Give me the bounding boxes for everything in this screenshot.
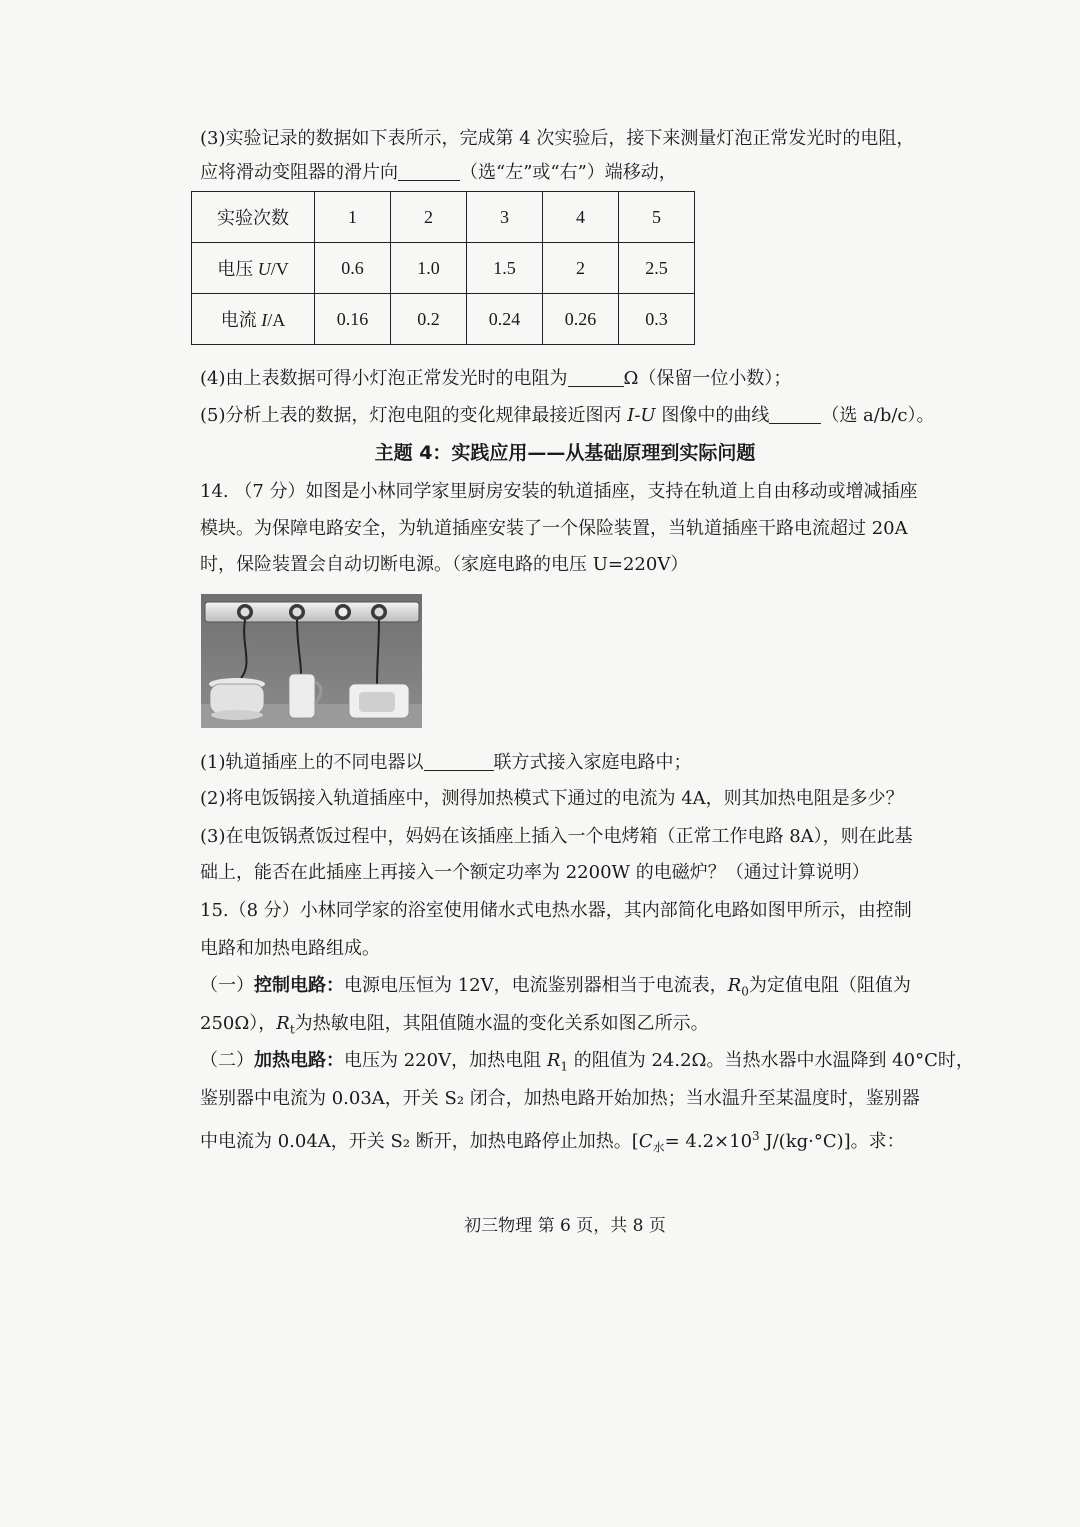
heating-text-d: = 4.2×10 bbox=[664, 1131, 753, 1152]
current-label: 电流 bbox=[220, 310, 257, 330]
rt-symbol: R bbox=[276, 1013, 290, 1034]
control-text-d: 为热敏电阻，其阻值随水温的变化关系如图乙所示。 bbox=[294, 1013, 709, 1034]
heating-text-e: J/(kg·°C)]。求： bbox=[759, 1131, 905, 1152]
q13-part5-text-a: (5)分析上表的数据，灯泡电阻的变化规律最接近图丙 bbox=[200, 405, 628, 426]
table-cell: 1.0 bbox=[391, 243, 467, 294]
r1-subscript: 1 bbox=[560, 1059, 569, 1074]
experiment-data-table bbox=[191, 191, 695, 345]
control-text-a: 电源电压恒为 12V，电流鉴别器相当于电流表， bbox=[344, 975, 728, 996]
voltage-label: 电压 bbox=[217, 259, 254, 279]
q15-heating-line3 bbox=[200, 1123, 920, 1161]
heating-text-c: 中电流为 0.04A，开关 S₂ 断开，加热电路停止加热。[ bbox=[200, 1131, 639, 1152]
q13-part3-line2 bbox=[200, 160, 920, 186]
q13-part3-text-a: 应将滑动变阻器的滑片向 bbox=[200, 162, 398, 183]
track-socket-photo bbox=[201, 594, 422, 728]
c-subscript: 水 bbox=[652, 1140, 665, 1155]
row-label-voltage bbox=[192, 243, 315, 294]
table-cell: 4 bbox=[543, 192, 619, 243]
control-prefix: （一） bbox=[200, 975, 254, 996]
answer-blank bbox=[769, 405, 821, 424]
table-cell: 0.26 bbox=[543, 294, 619, 345]
q15-heating-line1 bbox=[200, 1048, 974, 1080]
table-cell: 0.2 bbox=[391, 294, 467, 345]
table-cell: 2 bbox=[543, 243, 619, 294]
q14-sub1-text-b: 联方式接入家庭电路中； bbox=[493, 752, 692, 773]
q14-sub1-text-a: (1)轨道插座上的不同电器以 bbox=[200, 752, 424, 773]
exponent: 3 bbox=[752, 1129, 760, 1143]
table-cell: 1 bbox=[315, 192, 391, 243]
q14-sub3-line1: (3)在电饭锅煮饭过程中，妈妈在该插座上插入一个电烤箱（正常工作电路 8A），则在此基 bbox=[200, 826, 913, 847]
q14-line2: 模块。为保障电路安全，为轨道插座安装了一个保险装置，当轨道插座干路电流超过 20A bbox=[200, 518, 908, 539]
q14-line1: 14. （7 分）如图是小林同学家里厨房安装的轨道插座，支持在轨道上自由移动或增减插座 bbox=[200, 481, 918, 502]
table-cell: 0.6 bbox=[315, 243, 391, 294]
q15-line2: 电路和加热电路组成。 bbox=[200, 938, 380, 959]
q14-sub1 bbox=[200, 750, 920, 776]
q13-part3-line1: (3)实验记录的数据如下表所示，完成第 4 次实验后，接下来测量灯泡正常发光时的电阻， bbox=[200, 128, 915, 149]
heating-prefix: （二） bbox=[200, 1050, 254, 1071]
q15-control-line1 bbox=[200, 973, 920, 1005]
r0-subscript: 0 bbox=[741, 984, 749, 999]
q14-line3: 时，保险装置会自动切断电源。（家庭电路的电压 U=220V） bbox=[200, 554, 689, 575]
current-symbol: I bbox=[261, 310, 268, 330]
q15-line1: 15.（8 分）小林同学家的浴室使用储水式电热水器，其内部简化电路如图甲所示，由控制 bbox=[200, 900, 912, 921]
table-cell: 0.3 bbox=[619, 294, 695, 345]
table-cell: 0.16 bbox=[315, 294, 391, 345]
row-label-trial: 实验次数 bbox=[192, 192, 315, 243]
r0-symbol: R bbox=[727, 975, 742, 996]
q13-part4-text-b: Ω（保留一位小数）； bbox=[623, 368, 792, 389]
answer-blank bbox=[568, 368, 624, 387]
heating-circuit-label: 加热电路： bbox=[254, 1050, 344, 1071]
row-label-current bbox=[192, 294, 315, 345]
table-cell: 3 bbox=[467, 192, 543, 243]
q13-part4-text-a: (4)由上表数据可得小灯泡正常发光时的电阻为 bbox=[200, 368, 568, 389]
microwave-oven-icon bbox=[349, 684, 409, 718]
q13-part5-text-c: （选 a/b/c）。 bbox=[821, 405, 935, 426]
c-symbol: C bbox=[638, 1131, 653, 1152]
q13-part4 bbox=[200, 366, 920, 392]
control-text-b: 为定值电阻（阻值为 bbox=[748, 975, 911, 996]
q15-control-line2 bbox=[200, 1011, 920, 1043]
q13-part5-text-b: 图像中的曲线 bbox=[655, 405, 770, 426]
heating-text-a: 电压为 220V，加热电阻 bbox=[344, 1050, 547, 1071]
q15-heating-line2: 鉴别器中电流为 0.03A，开关 S₂ 闭合，加热电路开始加热；当水温升至某温度时，鉴别器 bbox=[200, 1088, 920, 1109]
table-cell: 2 bbox=[391, 192, 467, 243]
control-circuit-label: 控制电路： bbox=[254, 975, 344, 996]
rt-subscript: t bbox=[289, 1022, 295, 1037]
section-title: 主题 4：实践应用——从基础原理到实际问题 bbox=[374, 442, 756, 464]
q13-part3-text-b: （选“左”或“右”）端移动， bbox=[460, 162, 677, 183]
r1-symbol: R bbox=[546, 1050, 561, 1071]
q13-part5-var: I-U bbox=[627, 405, 656, 426]
q13-part5 bbox=[200, 403, 935, 429]
table-cell: 0.24 bbox=[467, 294, 543, 345]
page-footer: 初三物理 第 6 页，共 8 页 bbox=[464, 1216, 666, 1236]
table-cell: 1.5 bbox=[467, 243, 543, 294]
table-row bbox=[192, 243, 695, 294]
q14-sub2: (2)将电饭锅接入轨道插座中，测得加热模式下通过的电流为 4A，则其加热电阻是多少？ bbox=[200, 788, 904, 809]
answer-blank bbox=[424, 752, 494, 771]
control-text-c: 250Ω）， bbox=[200, 1013, 277, 1034]
q14-sub3-line2: 础上，能否在此插座上再接入一个额定功率为 2200W 的电磁炉？（通过计算说明） bbox=[200, 862, 870, 883]
voltage-symbol: U bbox=[257, 259, 271, 279]
table-cell: 5 bbox=[619, 192, 695, 243]
voltage-unit: /V bbox=[270, 259, 289, 279]
table-cell: 2.5 bbox=[619, 243, 695, 294]
table-row bbox=[192, 294, 695, 345]
current-unit: /A bbox=[267, 310, 286, 330]
answer-blank bbox=[398, 162, 460, 181]
rice-cooker-icon bbox=[209, 678, 265, 720]
table-row bbox=[192, 192, 695, 243]
heating-text-b: 的阻值为 24.2Ω。当热水器中水温降到 40°C时， bbox=[568, 1050, 974, 1071]
